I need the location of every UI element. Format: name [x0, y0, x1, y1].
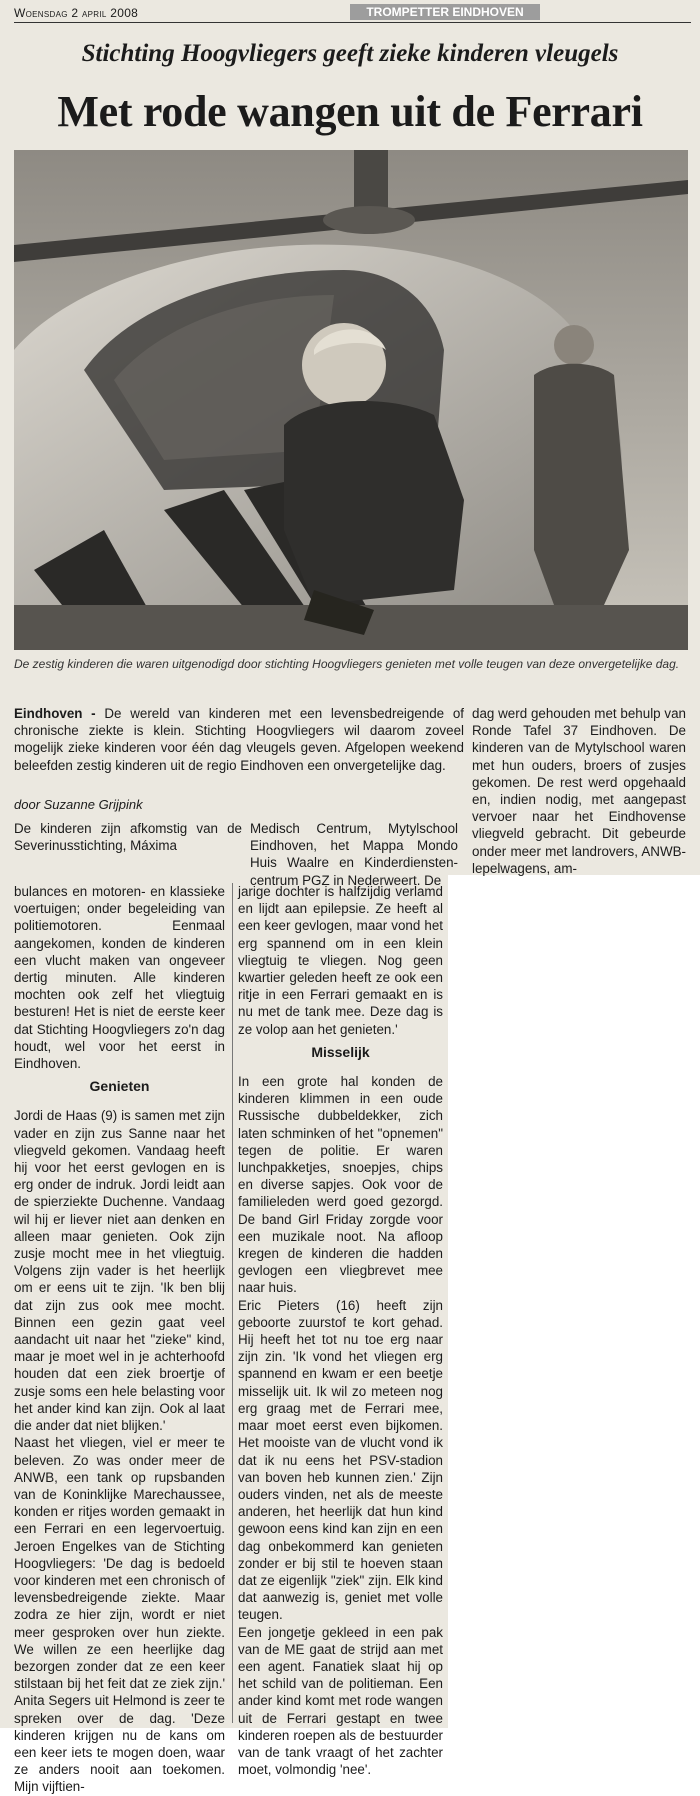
subheading-genieten: Genieten — [89, 1078, 150, 1095]
issue-date — [14, 6, 138, 20]
article-dateline: Eindhoven - — [14, 706, 96, 721]
photo-caption: De zestig kinderen die waren uitgenodigd door stichting Hoogvliegers genieten met volle teugen van deze onvergetelijke dag. — [14, 657, 680, 671]
paragraph: In een grote hal konden de kinderen klimmen in een oude Russische dubbeldekker, zich laten schminken of het "opnemen" tegen de politie. Er waren lunchpakketjes, snoepjes, chips en diverse sapjes. Ook voor de familieleden werd goed gezorgd. De band Girl Friday zorgde voor een muzikale noot. Na afloop kregen de kinderen die hadden gevlogen een vliegbrevet mee naar huis. — [238, 1074, 443, 1296]
column-top-1 — [14, 820, 242, 854]
subheading-misselijk: Misselijk — [311, 1043, 370, 1060]
kicker: Stichting Hoogvliegers geeft zieke kinderen vleugels — [81, 40, 619, 67]
paragraph: Eric Pieters (16) heeft zijn geboorte zuurstof te kort gehad. Hij heeft het tot nu toe erg naar zijn zin. 'Ik vond het vliegen erg spannend en kwam er een beetje misselijk uit. Ik wil zo meteen nog erg graag met de Ferrari mee, maar moet eerst even bijkomen. Het mooiste van de vlucht vond ik dat ik nu eens het PSV-stadion van boven heb kunnen zien.' Zijn ouders vinden, net als de meeste anderen, het heerlijk dat hun kind gewoon eens kind kan zijn en een dag onbekommerd kan genieten zonder er bij stil te hoeven staan dat ze eigenlijk "ziek" zijn. Elk kind dat aanwezig is, geniet met volle teugen. — [238, 1297, 443, 1623]
article-lead — [14, 705, 464, 774]
column-bottom-1 — [14, 883, 225, 1796]
header-rule — [14, 22, 691, 23]
column-divider — [232, 883, 233, 1723]
paragraph: De kinderen zijn afkomstig van de Severinusstichting, Máxima — [14, 821, 242, 854]
paragraph: Naast het vliegen, viel er meer te beleven. Zo was onder meer de ANWB, een tank op rupsbanden van de Koninklijke Marechaussee, konden er ritjes worden gemaakt in een Ferrari en een legervoertuig. Jeroen Engelkes van de Stichting Hoogvliegers: 'De dag is bedoeld voor kinderen met een chronisch of levensbedreigende ziekte. Maar zodra ze hier zijn, wordt er niet meer gesproken over hun ziekte. We willen ze een heerlijke dag bezorgen zonder dat ze een keer stilstaan bij het feit dat ze ziek zijn.' Anita Segers uit Helmond is zeer te spreken over de dag. 'Deze kinderen krijgen nu de kans om een keer iets te mogen doen, waar ze anders nooit aan toekomen. Mijn vijftien- — [14, 1435, 225, 1795]
paper-name: TROMPETTER EINDHOVEN — [350, 4, 540, 20]
paragraph: Medisch Centrum, Mytylschool Eindhoven, het Mappa Mondo Huis Waalre en Kinderdienstencentrum PGZ in Nederweert. De — [250, 821, 458, 888]
headline: Met rode wangen uit de Ferrari — [57, 87, 643, 136]
lead-text: De wereld van kinderen met een levensbedreigende of chronische ziekte is klein. Stichting Hoogvliegers wil daarom zoveel mogelijk zieke kinderen voor één dag vleugels geven. Afgelopen weekend beleefden zestig kinderen uit de regio Eindhoven een onvergetelijke dag. — [14, 706, 464, 773]
paragraph: Jordi de Haas (9) is samen met zijn vader en zijn zus Sanne naar het vliegveld gekomen. Vandaag heeft hij voor het eerst gevlogen en is erg onder de indruk. Jordi leidt aan de spierziekte Duchenne. Vandaag wil hij er liever niet aan denken en alleen maar genieten. Ook zijn zusje mocht mee in het vliegtuig. Volgens zijn vader is het heerlijk om er eens uit te zijn. 'Ik ben blij dat zijn zus ook mee mocht. Binnen een gezin gaat veel aandacht uit naar het "zieke" kind, maar je moet wel in je achterhoofd houden dat een ziek broertje of zusje soms een hele belasting voor het ander kind kan zijn. Ook al laat die ander dat niet blijken.' — [14, 1108, 225, 1434]
column-bottom-2 — [238, 883, 443, 1778]
issue-date-initial: W — [14, 6, 26, 20]
paragraph: Een jongetje gekleed in een pak van de ME gaat de strijd aan met een agent. Fanatiek slaat hij op het schild van de politieman. Een ander kind komt met rode wangen uit de Ferrari gestapt en twee kinderen roepen als de bestuurder van de tank vraagt of het zachter moet, volmondig 'nee'. — [238, 1624, 443, 1778]
issue-date-rest: oensdag 2 april 2008 — [25, 6, 139, 20]
column-top-2 — [250, 820, 458, 889]
paragraph: bulances en motoren- en klassieke voertuigen; onder begeleiding van politiemotoren. Eenmaal aangekomen, konden de kinderen een vlucht maken van ongeveer dertig minuten. Alle kinderen mochten ook zelf het vliegtuig besturen! Het is niet de eerste keer dat Stichting Hoogvliegers zo'n dag houdt, wel voor het eerst in Eindhoven. — [14, 884, 225, 1072]
paragraph: jarige dochter is halfzijdig verlamd en lijdt aan epilepsie. Ze heeft al een keer gevlogen, maar vond het erg spannend om in een klein vliegtuig te vliegen. Nog geen kwartier geleden heeft ze ook een ritje in een Ferrari gemaakt en is nu met de tank mee. Deze dag is ze volop aan het genieten.' — [238, 884, 443, 1037]
byline: door Suzanne Grijpink — [14, 797, 143, 812]
helicopter-photo — [14, 150, 688, 650]
article-photo — [14, 150, 688, 650]
column-right-top — [472, 705, 686, 877]
paragraph: dag werd gehouden met behulp van Ronde Tafel 37 Eindhoven. De kinderen van de Mytylschool waren met hun ouders, broers of zusjes gekomen. De rest werd opgehaald en, indien nodig, met aangepast vervoer naar het Eindhovense vliegveld gebracht. Dit gebeurde onder meer met landrovers, ANWB-lepelwagens, am- — [472, 706, 686, 876]
